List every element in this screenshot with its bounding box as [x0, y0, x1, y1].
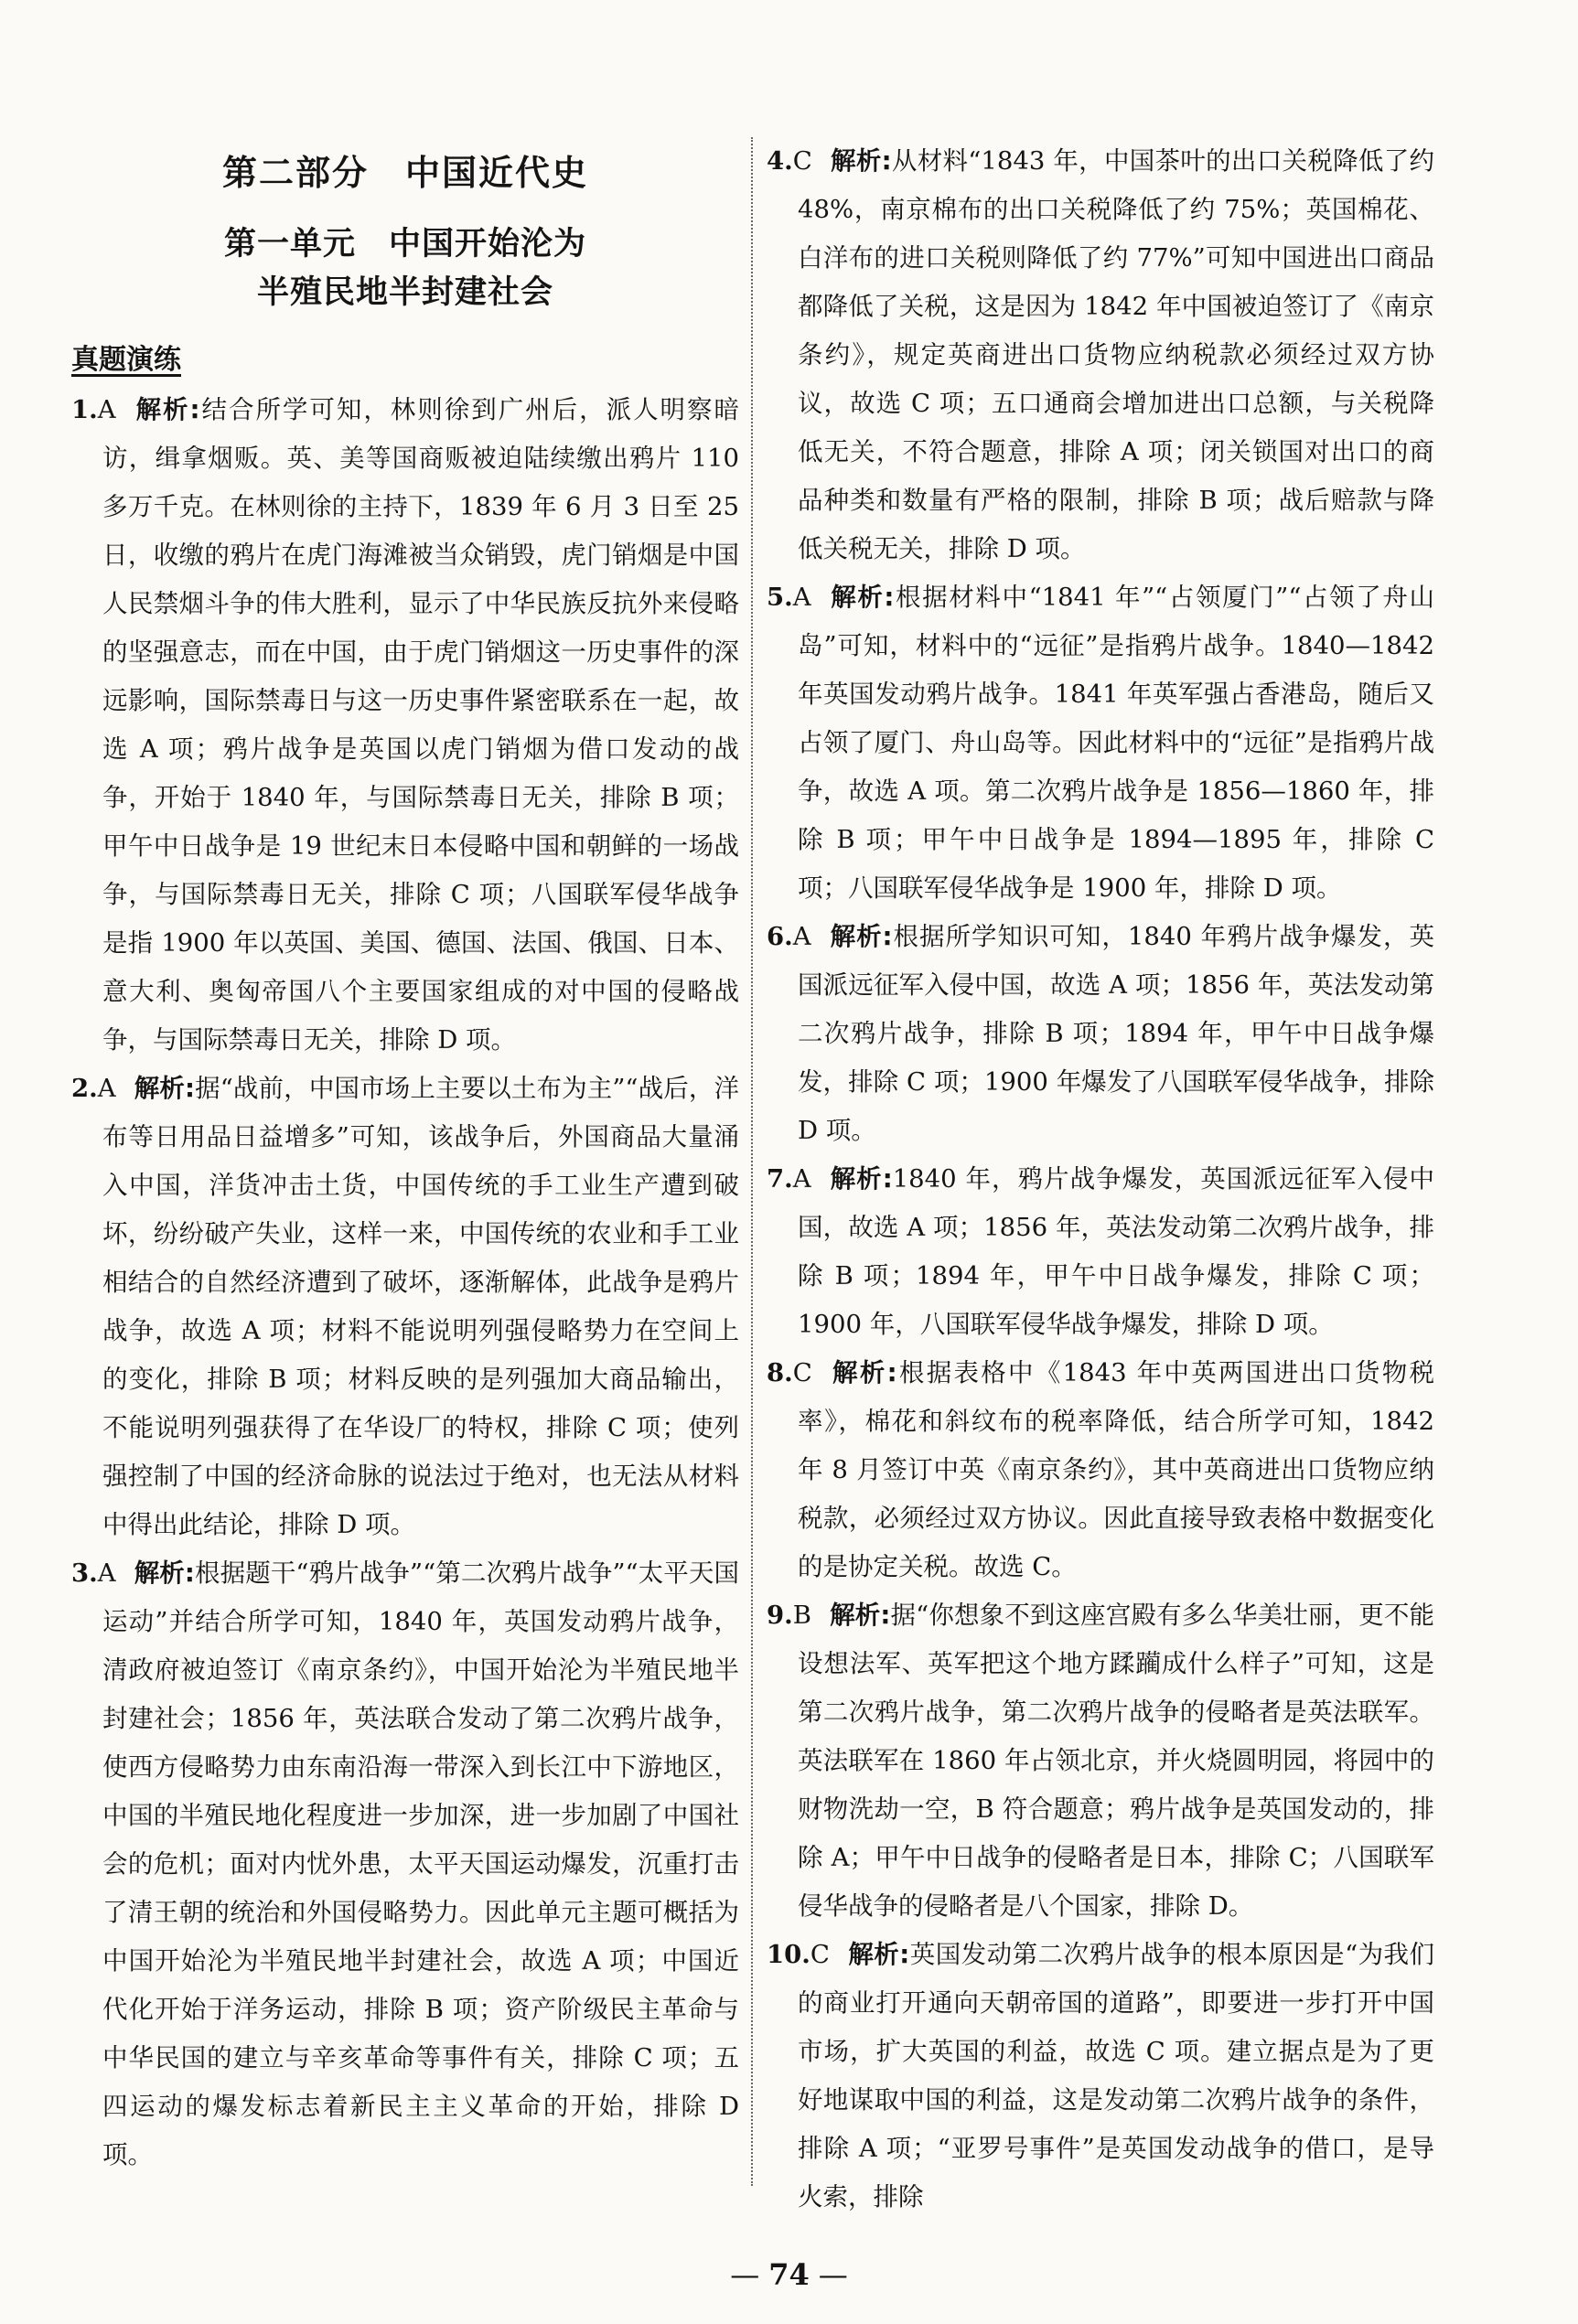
answer-item-6 — [767, 913, 1434, 1155]
unit-title: 第一单元 中国开始沦为 半殖民地半封建社会 — [223, 226, 586, 311]
item-explanation: 结合所学可知，林则徐到广州后，派人明察暗访，缉拿烟贩。英、美等国商贩被迫陆续缴出鸦片 110 多万千克。在林则徐的主持下，1839 年 6 月 3 日至 25 日，收缴的鸦片在虎门海滩被当众销毁，虎门销烟是中国人民禁烟斗争的伟大胜利，显示了中华民族反抗外来侵略的坚强意志，而在中国，由于虎门销烟这一历史事件的深远影响，国际禁毒日与这一历史事件紧密联系在一起，故选 A 项；鸦片战争是英国以虎门销烟为借口发动的战争，开始于 1840 年，与国际禁毒日无关，排除 B 项；甲午中日战争是 19 世纪末日本侵略中国和朝鲜的一场战争，与国际禁毒日无关，排除 C 项；八国联军侵华战争是指 1900 年以英国、美国、德国、法国、俄国、日本、意大利、奥匈帝国八个主要国家组成的对中国的侵略战争，与国际禁毒日无关，排除 D 项。 — [102, 395, 739, 1055]
item-number: 6. — [767, 922, 793, 951]
answer-item-10 — [767, 1931, 1434, 2222]
item-answer: A — [97, 1558, 116, 1588]
item-answer: C — [792, 1358, 812, 1387]
item-number: 5. — [767, 583, 793, 612]
answer-item-7 — [767, 1155, 1434, 1349]
answer-item-8 — [767, 1349, 1434, 1591]
item-number: 7. — [767, 1164, 793, 1194]
item-answer: C — [810, 1940, 830, 1969]
analysis-label: 解析: — [134, 395, 200, 424]
item-number: 1. — [71, 395, 98, 424]
analysis-label: 解析: — [830, 1358, 897, 1387]
item-number: 9. — [767, 1601, 793, 1630]
item-number: 4. — [767, 146, 793, 176]
answer-item-3 — [71, 1549, 739, 2179]
analysis-label: 解析: — [829, 583, 895, 612]
item-explanation: 根据题干“鸦片战争”“第二次鸦片战争”“太平天国运动”并结合所学可知，1840 年，英国发动鸦片战争，清政府被迫签订《南京条约》，中国开始沦为半殖民地半封建社会；1856 年，英法联合发动了第二次鸦片战争，使西方侵略势力由东南沿海一带深入到长江中下游地区，中国的半殖民地化程度进一步加深，进一步加剧了中国社会的危机；面对内忧外患，太平天国运动爆发，沉重打击了清王朝的统治和外国侵略势力。因此单元主题可概括为中国开始沦为半殖民地半封建社会，故选 A 项；中国近代化开始于洋务运动，排除 B 项；资产阶级民主革命与中华民国的建立与辛亥革命等事件有关，排除 C 项；五四运动的爆发标志着新民主主义革命的开始，排除 D 项。 — [102, 1558, 739, 2169]
item-answer: C — [792, 146, 812, 176]
item-answer: B — [792, 1601, 811, 1630]
left-column — [71, 137, 739, 2179]
section-title: 真题演练 — [71, 344, 181, 376]
page-number-dash-left: — — [730, 2257, 760, 2292]
answer-item-4 — [767, 137, 1434, 573]
item-explanation: 英国发动第二次鸦片战争的根本原因是“为我们的商业打开通向天朝帝国的道路”，即要进一步打开中国市场，扩大英国的利益，故选 C 项。建立据点是为了更好地谋取中国的利益，这是发动第二次鸦片战争的条件，排除 A 项；“亚罗号事件”是英国发动战争的借口，是导火索，排除 — [798, 1940, 1435, 2212]
item-answer: A — [97, 1074, 116, 1103]
item-answer: A — [792, 1164, 811, 1194]
answer-item-1 — [71, 386, 739, 1065]
item-explanation: 从材料“1843 年，中国茶叶的出口关税降低了约 48%，南京棉布的出口关税降低了约 75%；英国棉花、白洋布的进口关税则降低了约 77%”可知中国进出口商品都降低了关税，这是因为 1842 年中国被迫签订了《南京条约》，规定英商进出口货物应纳税款必须经过双方协议，故选 C 项；五口通商会增加进出口总额，与关税降低无关，不符合题意，排除 A 项；闭关锁国对出口的商品种类和数量有严格的限制，排除 B 项；战后赔款与降低关税无关，排除 D 项。 — [798, 146, 1434, 563]
analysis-label: 解析: — [829, 1164, 893, 1194]
item-explanation: 1840 年，鸦片战争爆发，英国派远征军入侵中国，故选 A 项；1856 年，英法发动第二次鸦片战争，排除 B 项；1894 年，甲午中日战争爆发，排除 C 项；1900 年，八国联军侵华战争爆发，排除 D 项。 — [798, 1164, 1434, 1339]
item-explanation: 根据材料中“1841 年”“占领厦门”“占领了舟山岛”可知，材料中的“远征”是指鸦片战争。1840—1842 年英国发动鸦片战争。1841 年英军强占香港岛，随后又占领了厦门、舟山岛等。因此材料中的“远征”是指鸦片战争，故选 A 项。第二次鸦片战争是 1856—1860 年，排除 B 项；甲午中日战争是 1894—1895 年，排除 C 项；八国联军侵华战争是 1900 年，排除 D 项。 — [798, 583, 1434, 903]
part-title: 第二部分 中国近代史 — [221, 153, 588, 193]
answer-item-5 — [767, 573, 1434, 913]
page-number-dash-right: — — [818, 2257, 848, 2292]
page-number — [0, 2257, 1578, 2292]
analysis-label: 解析: — [829, 1601, 891, 1630]
item-explanation: 据“你想象不到这座宫殿有多么华美壮丽，更不能设想法军、英军把这个地方蹂躏成什么样子”可知，这是第二次鸦片战争，第二次鸦片战争的侵略者是英法联军。英法联军在 1860 年占领北京，并火烧圆明园，将园中的财物洗劫一空，B 符合题意；鸦片战争是英国发动的，排除 A；甲午中日战争的侵略者是日本，排除 C；八国联军侵华战争的侵略者是八个国家，排除 D。 — [798, 1601, 1434, 1921]
right-column — [767, 137, 1434, 2222]
analysis-label: 解析: — [134, 1558, 195, 1588]
item-answer: A — [792, 583, 811, 612]
analysis-label: 解析: — [829, 922, 893, 951]
item-answer: A — [97, 395, 116, 424]
analysis-label: 解析: — [847, 1940, 910, 1969]
answer-item-9 — [767, 1591, 1434, 1931]
item-number: 3. — [71, 1558, 98, 1588]
page-number-value: 74 — [768, 2257, 810, 2292]
analysis-label: 解析: — [134, 1074, 195, 1103]
item-number: 8. — [767, 1358, 793, 1387]
answer-item-2 — [71, 1065, 739, 1549]
item-explanation: 据“战前，中国市场上主要以土布为主”“战后，洋布等日用品日益增多”可知，该战争后，外国商品大量涌入中国，洋货冲击土货，中国传统的手工业生产遭到破坏，纷纷破产失业，这样一来，中国传统的农业和手工业相结合的自然经济遭到了破坏，逐渐解体，此战争是鸦片战争，故选 A 项；材料不能说明列强侵略势力在空间上的变化，排除 B 项；材料反映的是列强加大商品输出，不能说明列强获得了在华设厂的特权，排除 C 项；使列强控制了中国的经济命脉的说法过于绝对，也无法从材料中得出此结论，排除 D 项。 — [102, 1074, 739, 1539]
item-explanation: 根据所学知识可知，1840 年鸦片战争爆发，英国派远征军入侵中国，故选 A 项；1856 年，英法发动第二次鸦片战争，排除 B 项；1894 年，甲午中日战争爆发，排除 C 项；1900 年爆发了八国联军侵华战争，排除 D 项。 — [798, 922, 1434, 1145]
analysis-label: 解析: — [830, 146, 892, 176]
item-explanation: 根据表格中《1843 年中英两国进出口货物税率》，棉花和斜纹布的税率降低，结合所学可知，1842 年 8 月签订中英《南京条约》，其中英商进出口货物应纳税款，必须经过双方协议。因此直接导致表格中数据变化的是协定关税。故选 C。 — [798, 1358, 1434, 1581]
item-number: 10. — [767, 1940, 810, 1969]
item-answer: A — [792, 922, 811, 951]
column-divider — [751, 137, 753, 2186]
item-number: 2. — [71, 1074, 98, 1103]
